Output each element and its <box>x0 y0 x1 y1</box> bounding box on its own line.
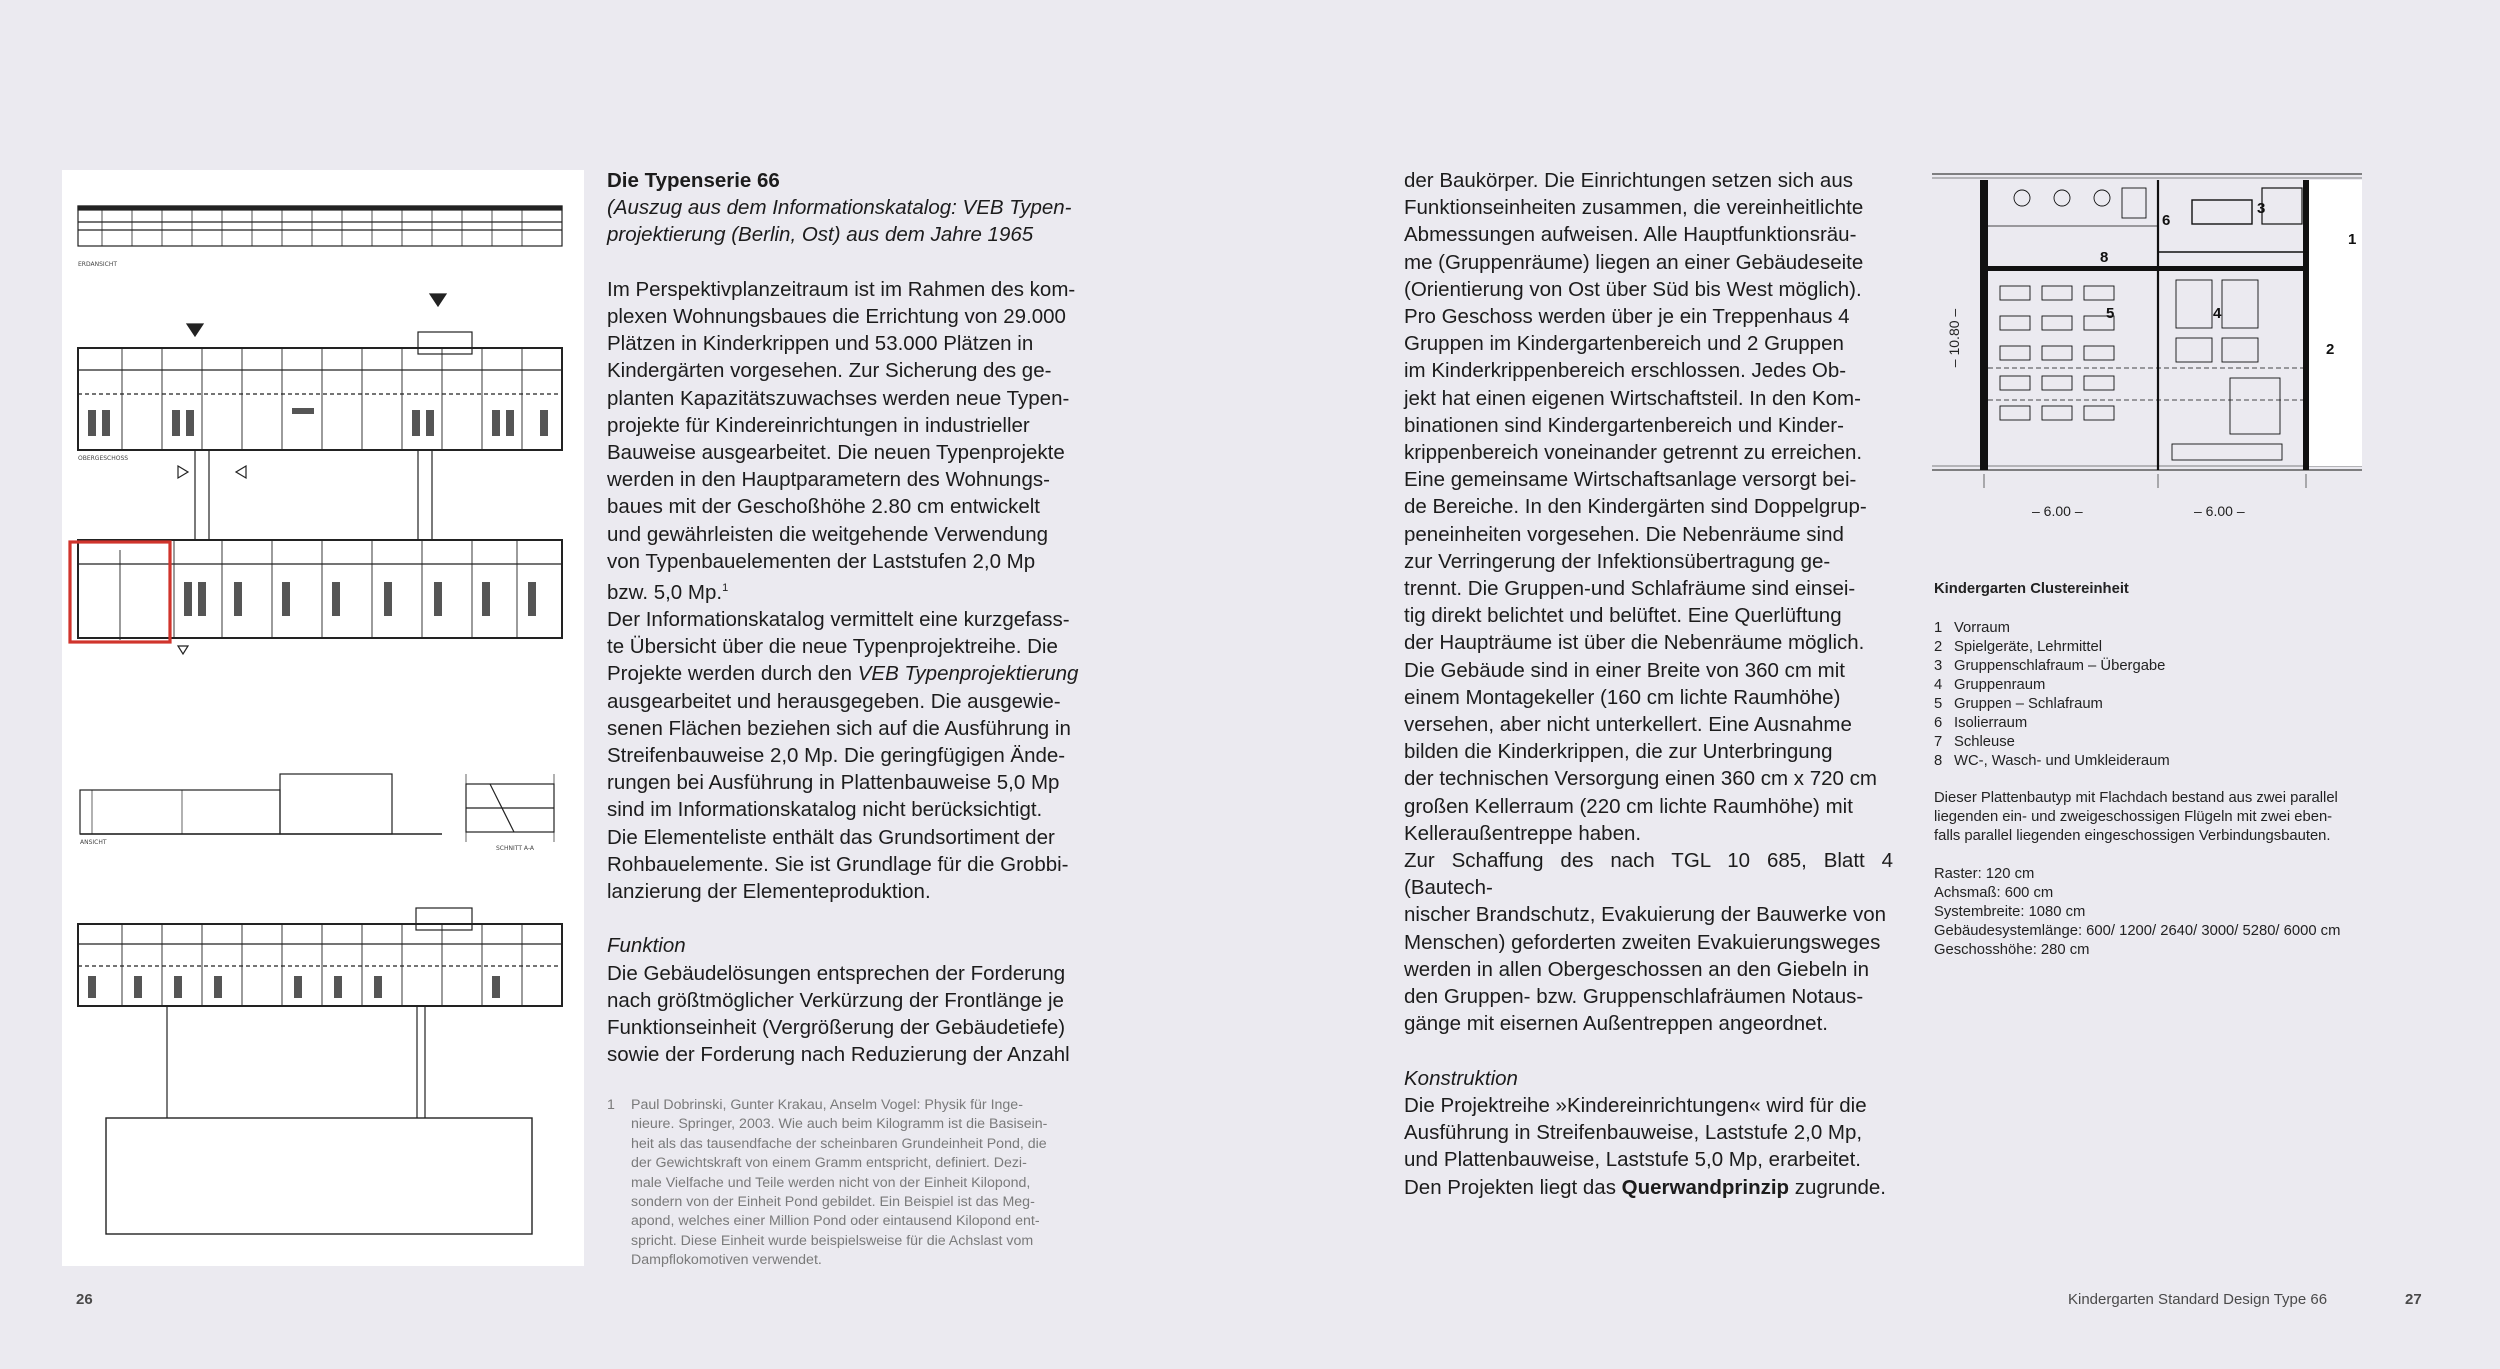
body-line: Rohbauelemente. Sie ist Grundlage für die Grobbi- <box>607 852 1069 876</box>
text-column-right <box>1404 167 1893 1201</box>
body-line: baues mit der Geschoßhöhe 2.80 cm entwickelt <box>607 495 1040 519</box>
legend-item: 3 Gruppenschlafraum – Übergabe <box>1934 658 2166 674</box>
body-line: planten Kapazitätszuwachses werden neue Typen- <box>607 386 1070 410</box>
body-line: einem Montagekeller (160 cm lichte Raumhöhe) <box>1404 685 1841 709</box>
body-line: sowie der Forderung nach Reduzierung der Anzahl <box>607 1043 1070 1067</box>
body-line: Pro Geschoss werden über je ein Treppenhaus 4 <box>1404 305 1850 329</box>
body-line: Die Projektreihe »Kindereinrichtungen« wird für die <box>1404 1093 1867 1117</box>
footnote-number: 1 <box>607 1097 615 1113</box>
body-line: nach größtmöglicher Verkürzung der Frontlänge je <box>607 988 1064 1012</box>
elevation-label-2: ANSICHT <box>80 839 107 846</box>
section-marker-icon <box>430 294 446 306</box>
body-line: Im Perspektivplanzeitraum ist im Rahmen des kom- <box>607 277 1076 301</box>
footnote-line: male Vielfache und Teile werden nicht von der Einheit Kilopond, <box>631 1174 1031 1191</box>
body-line: rungen bei Ausführung in Plattenbauweise 5,0 Mp <box>607 771 1060 795</box>
text-column-left <box>607 167 1096 1069</box>
body-line: der Baukörper. Die Einrichtungen setzen sich aus <box>1404 169 1853 192</box>
spec-line: Geschosshöhe: 280 cm <box>1934 942 2090 958</box>
body-line: werden in allen Obergeschossen an den Giebeln in <box>1404 957 1869 981</box>
legend-item: 5 Gruppen – Schlafraum <box>1934 696 2103 712</box>
body-line: werden in den Hauptparametern des Wohnungs- <box>607 468 1050 492</box>
body-line: Plätzen in Kinderkrippen und 53.000 Plätzen in <box>607 332 1034 356</box>
body-line: Menschen) geforderten zweiten Evakuierungsweges <box>1404 930 1881 954</box>
body-line: Die Gebäude sind in einer Breite von 360 cm mit <box>1404 658 1845 682</box>
architectural-drawings-figure <box>62 170 584 1266</box>
body-line: Streifenbauweise 2,0 Mp. Die geringfügigen Ände- <box>607 744 1066 768</box>
body-line: von Typenbauelementen der Laststufen 2,0 Mp <box>607 549 1036 573</box>
footnote-line: der Gewichtskraft von einem Gramm entspricht, definiert. Dezi- <box>631 1155 1027 1172</box>
body-line: lanzierung der Elementeproduktion. <box>607 880 931 904</box>
spec-line: Raster: 120 cm <box>1934 866 2035 882</box>
spec-line: Achsmaß: 600 cm <box>1934 885 2054 901</box>
elevation-label: ERDANSICHT <box>78 261 118 268</box>
body-line: und gewährleisten die weitgehende Verwendung <box>607 522 1049 546</box>
footnote-line: apond, welches einer Million Pond oder eintausend Kilopond ent- <box>631 1213 1040 1230</box>
upper-plan-label: OBERGESCHOSS <box>78 455 129 462</box>
page-number-left: 26 <box>76 1291 93 1308</box>
section-heading-konstruktion: Konstruktion <box>1404 1066 1518 1090</box>
dimension-horizontal-2: – 6.00 – <box>2194 503 2245 519</box>
body-line: senen Flächen beziehen sich auf die Ausführung in <box>607 716 1071 740</box>
section-drawing <box>466 774 554 852</box>
body-line: Projekte werden durch den VEB Typenprojektierung <box>607 662 1079 686</box>
room-label-6: 6 <box>2162 212 2171 229</box>
body-line: und Plattenbauweise, Laststufe 5,0 Mp, erarbeitet. <box>1404 1148 1861 1172</box>
body-line: im Kinderkrippenbereich erschlossen. Jedes Ob- <box>1404 359 1847 383</box>
body-line: der technischen Versorgung einen 360 cm x 720 cm <box>1404 767 1877 791</box>
body-line: zur Verringerung der Infektionsübertragung ge- <box>1404 549 1831 573</box>
legend-item: 6 Isolierraum <box>1934 715 2028 731</box>
running-title: Kindergarten Standard Design Type 66 <box>2068 1291 2328 1308</box>
body-line: Gruppen im Kindergartenbereich und 2 Gruppen <box>1404 332 1844 356</box>
body-line: Abmessungen aufweisen. Alle Hauptfunktionsräu- <box>1404 223 1857 247</box>
spec-line: Gebäudesystemlänge: 600/ 1200/ 2640/ 3000/ 5280/ 6000 cm <box>1934 923 2341 939</box>
article-title: Die Typenserie 66 <box>607 169 780 192</box>
body-line: Eine gemeinsame Wirtschaftsanlage versorgt bei- <box>1404 468 1857 492</box>
lower-building-outline <box>106 1118 532 1234</box>
svg-text:SCHNITT A-A: SCHNITT A-A <box>496 845 535 852</box>
room-legend <box>1934 619 2404 771</box>
room-label-3: 3 <box>2257 200 2266 217</box>
subtitle-line-1: (Auszug aus dem Informationskatalog: VEB Typen- <box>607 196 1072 220</box>
body-line: Die Gebäudelösungen entsprechen der Forderung <box>607 961 1066 985</box>
room-label-8: 8 <box>2100 249 2109 266</box>
body-line: versehen, aber nicht unterkellert. Eine Ausnahme <box>1404 713 1852 737</box>
room-label-1: 1 <box>2348 231 2357 248</box>
body-line: Funktionseinheit (Vergrößerung der Gebäudetiefe) <box>607 1016 1066 1040</box>
body-line: Der Informationskatalog vermittelt eine kurzgefass- <box>607 608 1070 632</box>
footnote-line: Dampflokomotiven verwendet. <box>631 1252 822 1269</box>
section-heading-funktion: Funktion <box>607 934 686 958</box>
cluster-unit-floor-plan <box>1922 168 2382 488</box>
body-line: den Gruppen- bzw. Gruppenschlafräumen Notaus- <box>1404 985 1864 1009</box>
footnote <box>607 1096 1096 1271</box>
body-line: gänge mit eisernen Außentreppen angeordnet. <box>1404 1012 1828 1036</box>
body-line: plexen Wohnungsbaues die Errichtung von 29.000 <box>607 305 1066 328</box>
body-line: krippenbereich voneinander getrennt zu erreichen. <box>1404 441 1863 465</box>
footnote-line: heit als das tausendfache der scheinbaren Grundeinheit Pond, die <box>631 1135 1047 1152</box>
body-line: Kindergärten vorgesehen. Zur Sicherung des ge- <box>607 359 1052 383</box>
footnote-line: nieure. Springer, 2003. Wie auch beim Kilogramm ist die Basisein- <box>631 1116 1048 1133</box>
body-line: trennt. Die Gruppen-und Schlafräume sind einsei- <box>1404 577 1856 601</box>
body-line: Kelleraußentreppe haben. <box>1404 821 1642 845</box>
legend-item: 2 Spielgeräte, Lehrmittel <box>1934 639 2103 655</box>
sidebar-description: Dieser Plattenbautyp mit Flachdach bestand aus zwei parallel liegenden ein- und zweigeschossigen Flügeln mit zwei eben- falls parallel liegenden eingeschossigen Verbindungsbauten. <box>1934 790 2338 844</box>
room-label-2: 2 <box>2326 341 2335 358</box>
dimension-horizontal-1: – 6.00 – <box>2032 503 2083 519</box>
footnote-line: spricht. Diese Einheit wurde beispielsweise für die Achslast vom <box>631 1232 1034 1249</box>
room-label-4: 4 <box>2213 305 2222 322</box>
room-label-5: 5 <box>2106 305 2115 322</box>
body-line: Die Elementeliste enthält das Grundsortiment der <box>607 825 1055 849</box>
body-line-with-footnote: bzw. 5,0 Mp.$^1$ <box>607 580 729 604</box>
page-number-right: 27 <box>2405 1291 2422 1308</box>
body-line: tig direkt belichtet und belüftet. Eine Querlüftung <box>1404 604 1842 628</box>
body-line: de Bereiche. In den Kindergärten sind Doppelgrup- <box>1404 495 1867 519</box>
section-marker-icon <box>187 324 203 336</box>
legend-item: 7 Schleuse <box>1934 734 2015 750</box>
body-line: me (Gruppenräume) liegen an einer Gebäudeseite <box>1404 250 1864 274</box>
dimension-vertical: – 10.80 – <box>1946 308 1963 368</box>
legend-item: 1 Vorraum <box>1934 620 2010 636</box>
body-line: jekt hat einen eigenen Wirtschaftsteil. In den Kom- <box>1404 386 1861 410</box>
body-line: nischer Brandschutz, Evakuierung der Bauwerke von <box>1404 903 1887 927</box>
body-line: binationen sind Kindergartenbereich und Kinder- <box>1404 413 1844 437</box>
body-line: Funktionseinheiten zusammen, die vereinheitlichte <box>1404 196 1864 220</box>
body-line: te Übersicht über die neue Typenprojektreihe. Die <box>607 635 1058 659</box>
body-line: ausgearbeitet und herausgegeben. Die ausgewie- <box>607 689 1061 713</box>
ground-floor-plan <box>78 924 562 1006</box>
footnote-line: sondern von der Einheit Pond gebildet. Ein Beispiel ist das Meg- <box>631 1194 1035 1211</box>
sidebar-title: Kindergarten Clustereinheit <box>1934 581 2129 597</box>
body-line: peneinheiten vorgesehen. Die Nebenräume sind <box>1404 522 1844 546</box>
body-line: bilden die Kinderkrippen, die zur Unterbringung <box>1404 740 1833 764</box>
body-line: Bauweise ausgearbeitet. Die neuen Typenprojekte <box>607 441 1065 465</box>
body-line: Den Projekten liegt das Querwandprinzip zugrunde. <box>1404 1175 1886 1199</box>
body-line: Zur Schaffung des nach TGL 10 685, Blatt 4 (Bautech- <box>1404 849 1893 900</box>
spec-line: Systembreite: 1080 cm <box>1934 904 2086 920</box>
body-line: sind im Informationskatalog nicht berücksichtigt. <box>607 798 1043 822</box>
side-elevation <box>80 790 280 834</box>
upper-wing-plan <box>78 348 562 450</box>
subtitle-line-2: projektierung (Berlin, Ost) aus dem Jahre 1965 <box>607 223 1034 247</box>
elevation-strip <box>78 206 562 246</box>
body-line: der Haupträume ist über die Nebenräume möglich. <box>1404 631 1865 655</box>
legend-item: 8 WC-, Wasch- und Umkleideraum <box>1934 753 2170 769</box>
body-line: (Orientierung von Ost über Süd bis West möglich). <box>1404 277 1862 301</box>
footnote-reference[interactable]: 1 <box>722 582 729 595</box>
building-plans-drawing <box>62 170 584 1266</box>
body-line: projekte für Kindereinrichtungen in industrieller <box>607 413 1030 437</box>
legend-item: 4 Gruppenraum <box>1934 677 2046 693</box>
footnote-line: Paul Dobrinski, Gunter Krakau, Anselm Vogel: Physik für Inge- <box>631 1097 1023 1113</box>
body-line: Ausführung in Streifenbauweise, Laststufe 2,0 Mp, <box>1404 1121 1863 1145</box>
sidebar-specifications <box>1934 865 2404 960</box>
body-line: großen Kellerraum (220 cm lichte Raumhöhe) mit <box>1404 794 1853 818</box>
